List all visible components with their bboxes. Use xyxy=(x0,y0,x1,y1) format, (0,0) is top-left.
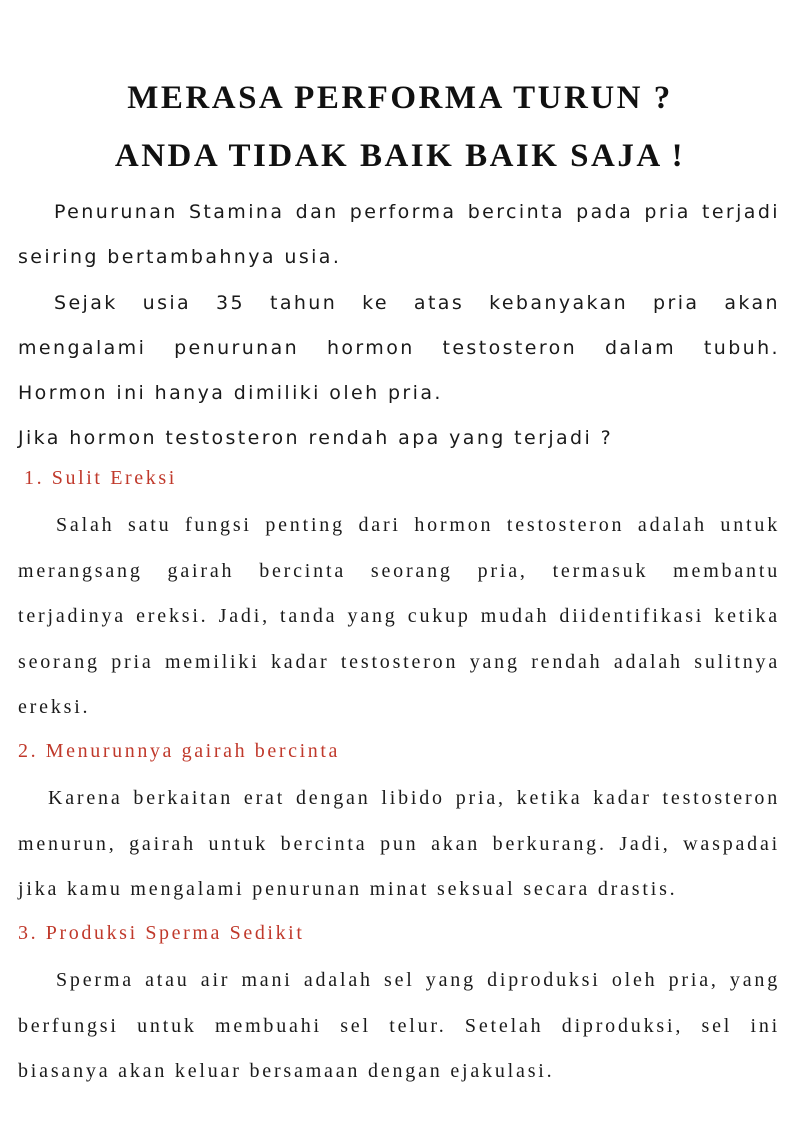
title-line-1: MERASA PERFORMA TURUN ? xyxy=(127,80,673,116)
intro-question: Jika hormon testosteron rendah apa yang terjadi ? xyxy=(18,427,614,449)
title-line-2: ANDA TIDAK BAIK BAIK SAJA ! xyxy=(114,138,686,174)
section-3-body: Sperma atau air mani adalah sel yang diproduksi oleh pria, yang berfungsi untuk membuahi sel telur. Setelah diproduksi, sel ini biasanya akan keluar bersamaan dengan ejakulasi. xyxy=(18,969,780,1082)
section-1-body: Salah satu fungsi penting dari hormon testosteron adalah untuk merangsang gairah bercinta seorang pria, termasuk membantu terjadinya ereksi. Jadi, tanda yang cukup mudah diidentifikasi ketika seorang pria memiliki kadar testosteron yang rendah adalah sulitnya ereksi. xyxy=(18,514,780,718)
section-2-body: Karena berkaitan erat dengan libido pria, ketika kadar testosteron menurun, gairah untuk bercinta pun akan berkurang. Jadi, waspadai jika kamu mengalami penurunan minat seksual secara drastis. xyxy=(18,787,780,900)
intro-paragraph-1: Penurunan Stamina dan performa bercinta pada pria terjadi seiring bertambahnya usia. xyxy=(18,201,780,268)
section-2-heading: 2. Menurunnya gairah bercinta xyxy=(18,740,340,762)
section-3-heading: 3. Produksi Sperma Sedikit xyxy=(18,922,305,944)
section-1-heading: 1. Sulit Ereksi xyxy=(24,467,177,489)
intro-paragraph-2: Sejak usia 35 tahun ke atas kebanyakan pria akan mengalami penurunan hormon testosteron dalam tubuh. Hormon ini hanya dimiliki oleh pria. xyxy=(18,292,780,404)
